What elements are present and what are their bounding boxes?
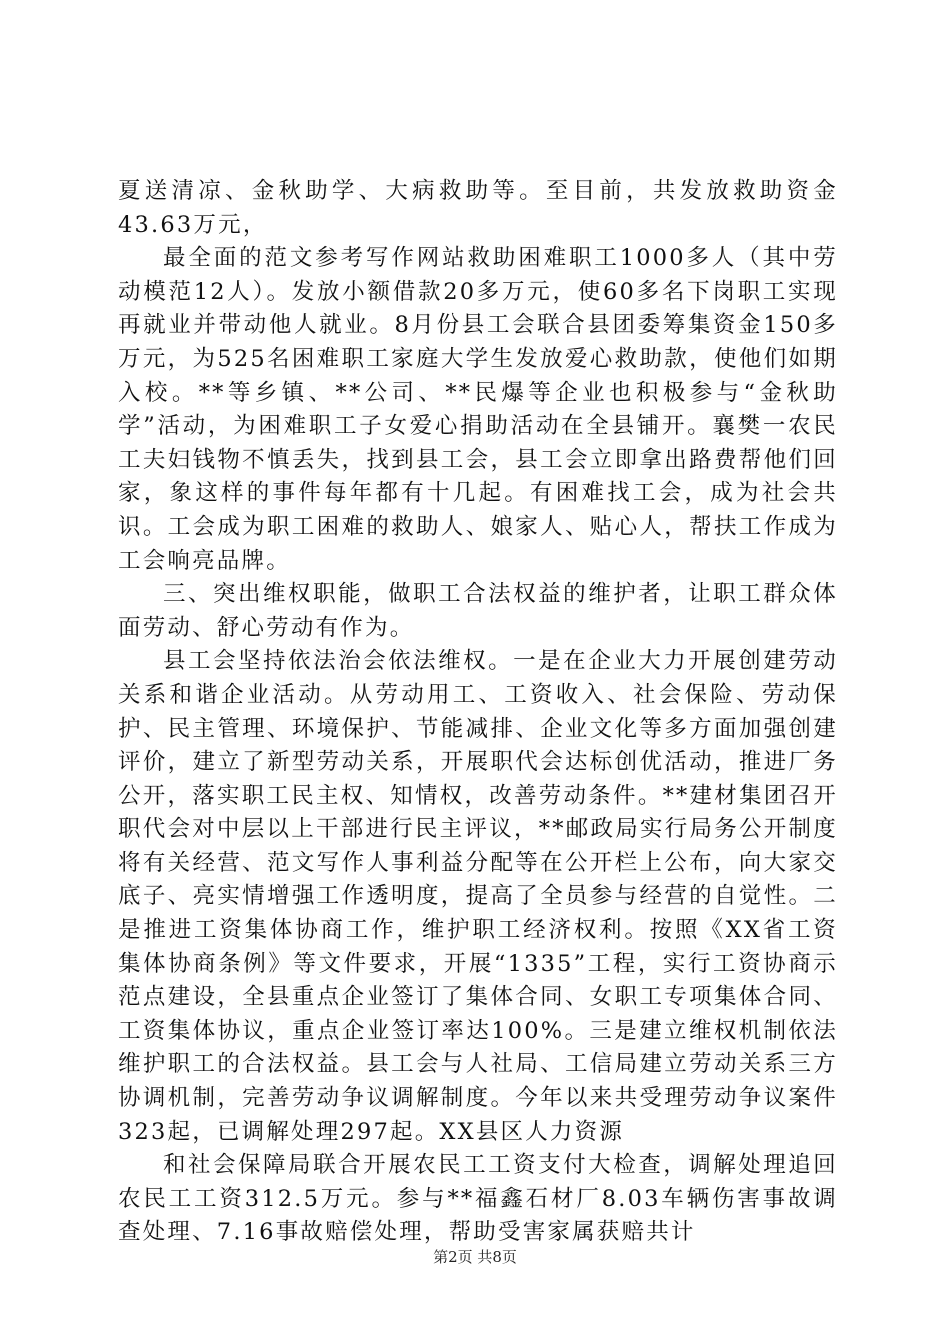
- paragraph-wage-inspection: 和社会保障局联合开展农民工工资支付大检查，调解处理追回农民工工资312.5万元。参与**福鑫石材厂8.03车辆伤害事故调查处理、7.16事故赔偿处理，帮助受害家属获赔共计: [118, 1152, 838, 1246]
- paragraph-continuation: 夏送清凉、金秋助学、大病救助等。至目前，共发放救助资金43.63万元，: [118, 178, 838, 238]
- section-heading-rights: 三、突出维权职能，做职工合法权益的维护者，让职工群众体面劳动、舒心劳动有作为。: [118, 581, 838, 641]
- document-body: [118, 175, 838, 1250]
- page-number-footer: 第2页 共8页: [433, 1248, 517, 1266]
- paragraph-assistance: 最全面的范文参考写作网站救助困难职工1000多人（其中劳动模范12人）。发放小额借款20多万元，使60多名下岗职工实现再就业并带动他人就业。8月份县工会联合县团委筹集资金150多万元，为525名困难职工家庭大学生发放爱心救助款，使他们如期入校。**等乡镇、**公司、**民爆等企业也积极参与“金秋助学”活动，为困难职工子女爱心捐助活动在全县铺开。襄樊一农民工夫妇钱物不慎丢失，找到县工会，县工会立即拿出路费帮他们回家，象这样的事件每年都有十几起。有困难找工会，成为社会共识。工会成为职工困难的救助人、娘家人、贴心人，帮扶工作成为工会响亮品牌。: [118, 245, 838, 574]
- paragraph-rights-protection: 县工会坚持依法治会依法维权。一是在企业大力开展创建劳动关系和谐企业活动。从劳动用工、工资收入、社会保险、劳动保护、民主管理、环境保护、节能减排、企业文化等多方面加强创建评价，建立了新型劳动关系，开展职代会达标创优活动，推进厂务公开，落实职工民主权、知情权，改善劳动条件。**建材集团召开职代会对中层以上干部进行民主评议，**邮政局实行局务公开制度将有关经营、范文写作人事利益分配等在公开栏上公布，向大家交底子、亮实情增强工作透明度，提高了全员参与经营的自觉性。二是推进工资集体协商工作，维护职工经济权利。按照《XX省工资集体协商条例》等文件要求，开展“1335”工程，实行工资协商示范点建设，全县重点企业签订了集体合同、女职工专项集体合同、工资集体协议，重点企业签订率达100%。三是建立维权机制依法维护职工的合法权益。县工会与人社局、工信局建立劳动关系三方协调机制，完善劳动争议调解制度。今年以来共受理劳动争议案件323起，已调解处理297起。XX县区人力资源: [118, 648, 838, 1145]
